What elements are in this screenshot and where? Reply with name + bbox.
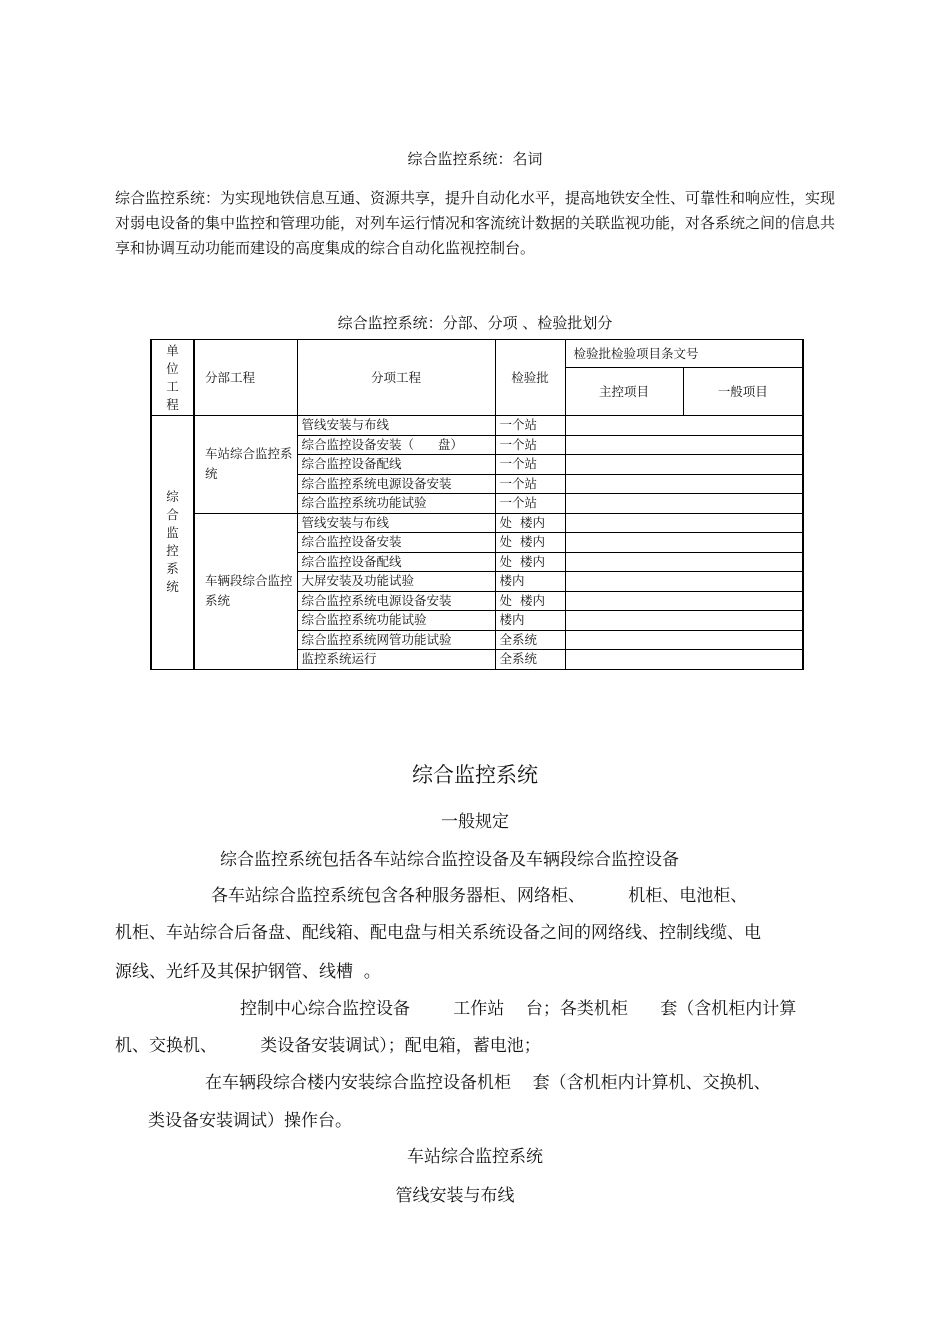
division-table [150,339,804,670]
header-clause-group: 检验批检验项目条文号 [565,340,803,368]
header-item: 分项工程 [297,340,495,416]
item-cell: 监控系统运行 [297,650,495,670]
body-line-2c: 源线、光纤及其保护钢管、线槽 。 [115,962,381,982]
batch-cell: 一个站 [495,474,565,494]
header-general: 一般项目 [683,368,803,416]
batch-cell: 楼内 [495,611,565,631]
batch-cell: 楼内 [495,572,565,592]
clause-cell [565,630,803,650]
batch-cell: 处 楼内 [495,552,565,572]
header-division: 分部工程 [194,340,297,416]
item-cell: 综合监控设备安装 [297,533,495,553]
section-subtitle: 一般规定 [441,812,509,832]
clause-cell [565,611,803,631]
clause-cell [565,474,803,494]
item-cell: 大屏安装及功能试验 [297,572,495,592]
item-cell: 综合监控系统电源设备安装 [297,591,495,611]
body-line-3a: 控制中心综合监控设备 工作站 台；各类机柜 套（含机柜内计算 [240,999,797,1019]
table-caption: 综合监控系统：分部、分项 、检验批划分 [337,314,613,332]
clause-cell [565,416,803,436]
subheading-station: 车站综合监控系统 [407,1147,543,1167]
subheading-cabling: 管线安装与布线 [395,1186,515,1206]
definition-text: 综合监控系统：为实现地铁信息互通、资源共享，提升自动化水平，提高地铁安全性、可靠性和响应性，实现对弱电设备的集中监控和管理功能，对列车运行情况和客流统计数据的关联监视功能，对各系统之间的信息共享和协调互动功能而建设的高度集成的综合自动化监视控制台。 [115,189,836,257]
clause-cell [565,494,803,514]
batch-cell: 一个站 [495,416,565,436]
clause-cell [565,533,803,553]
body-line-4a: 在车辆段综合楼内安装综合监控设备机柜 套（含机柜内计算机、交换机、 [205,1073,771,1093]
item-cell: 综合监控设备安装（ 盘） [297,435,495,455]
header-unit: 单位工程 [151,340,194,416]
header-batch: 检验批 [495,340,565,416]
body-line-4b: 类设备安装调试）操作台。 [148,1111,352,1131]
section-title: 综合监控系统 [412,763,538,787]
header-main: 主控项目 [565,368,683,416]
item-cell: 管线安装与布线 [297,513,495,533]
batch-cell: 一个站 [495,435,565,455]
clause-cell [565,552,803,572]
body-line-1: 综合监控系统包括各车站综合监控设备及车辆段综合监控设备 [220,850,679,870]
batch-cell: 全系统 [495,630,565,650]
clause-cell [565,513,803,533]
table-row [151,416,803,436]
clause-cell [565,572,803,592]
division-depot: 车辆段综合监控系统 [194,513,297,669]
batch-cell: 一个站 [495,494,565,514]
table-row [151,513,803,533]
definition-heading: 综合监控系统：名词 [407,150,543,168]
clause-cell [565,435,803,455]
batch-cell: 一个站 [495,455,565,475]
item-cell: 综合监控系统网管功能试验 [297,630,495,650]
clause-cell [565,455,803,475]
item-cell: 综合监控系统功能试验 [297,494,495,514]
batch-cell: 处 楼内 [495,591,565,611]
clause-cell [565,650,803,670]
item-cell: 综合监控系统功能试验 [297,611,495,631]
body-line-3b: 机、交换机、 类设备安装调试）；配电箱，蓄电池； [115,1036,541,1056]
batch-cell: 处 楼内 [495,533,565,553]
item-cell: 综合监控设备配线 [297,552,495,572]
batch-cell: 全系统 [495,650,565,670]
division-station: 车站综合监控系统 [194,416,297,514]
body-line-2a: 各车站综合监控系统包含各种服务器柜、网络柜、 机柜、电池柜、 [211,886,748,906]
item-cell: 管线安装与布线 [297,416,495,436]
unit-name-cell: 综合监控系统 [151,416,194,670]
item-cell: 综合监控设备配线 [297,455,495,475]
body-line-2b: 机柜、车站综合后备盘、配线箱、配电盘与相关系统设备之间的网络线、控制线缆、电 [115,923,761,943]
batch-cell: 处 楼内 [495,513,565,533]
item-cell: 综合监控系统电源设备安装 [297,474,495,494]
clause-cell [565,591,803,611]
